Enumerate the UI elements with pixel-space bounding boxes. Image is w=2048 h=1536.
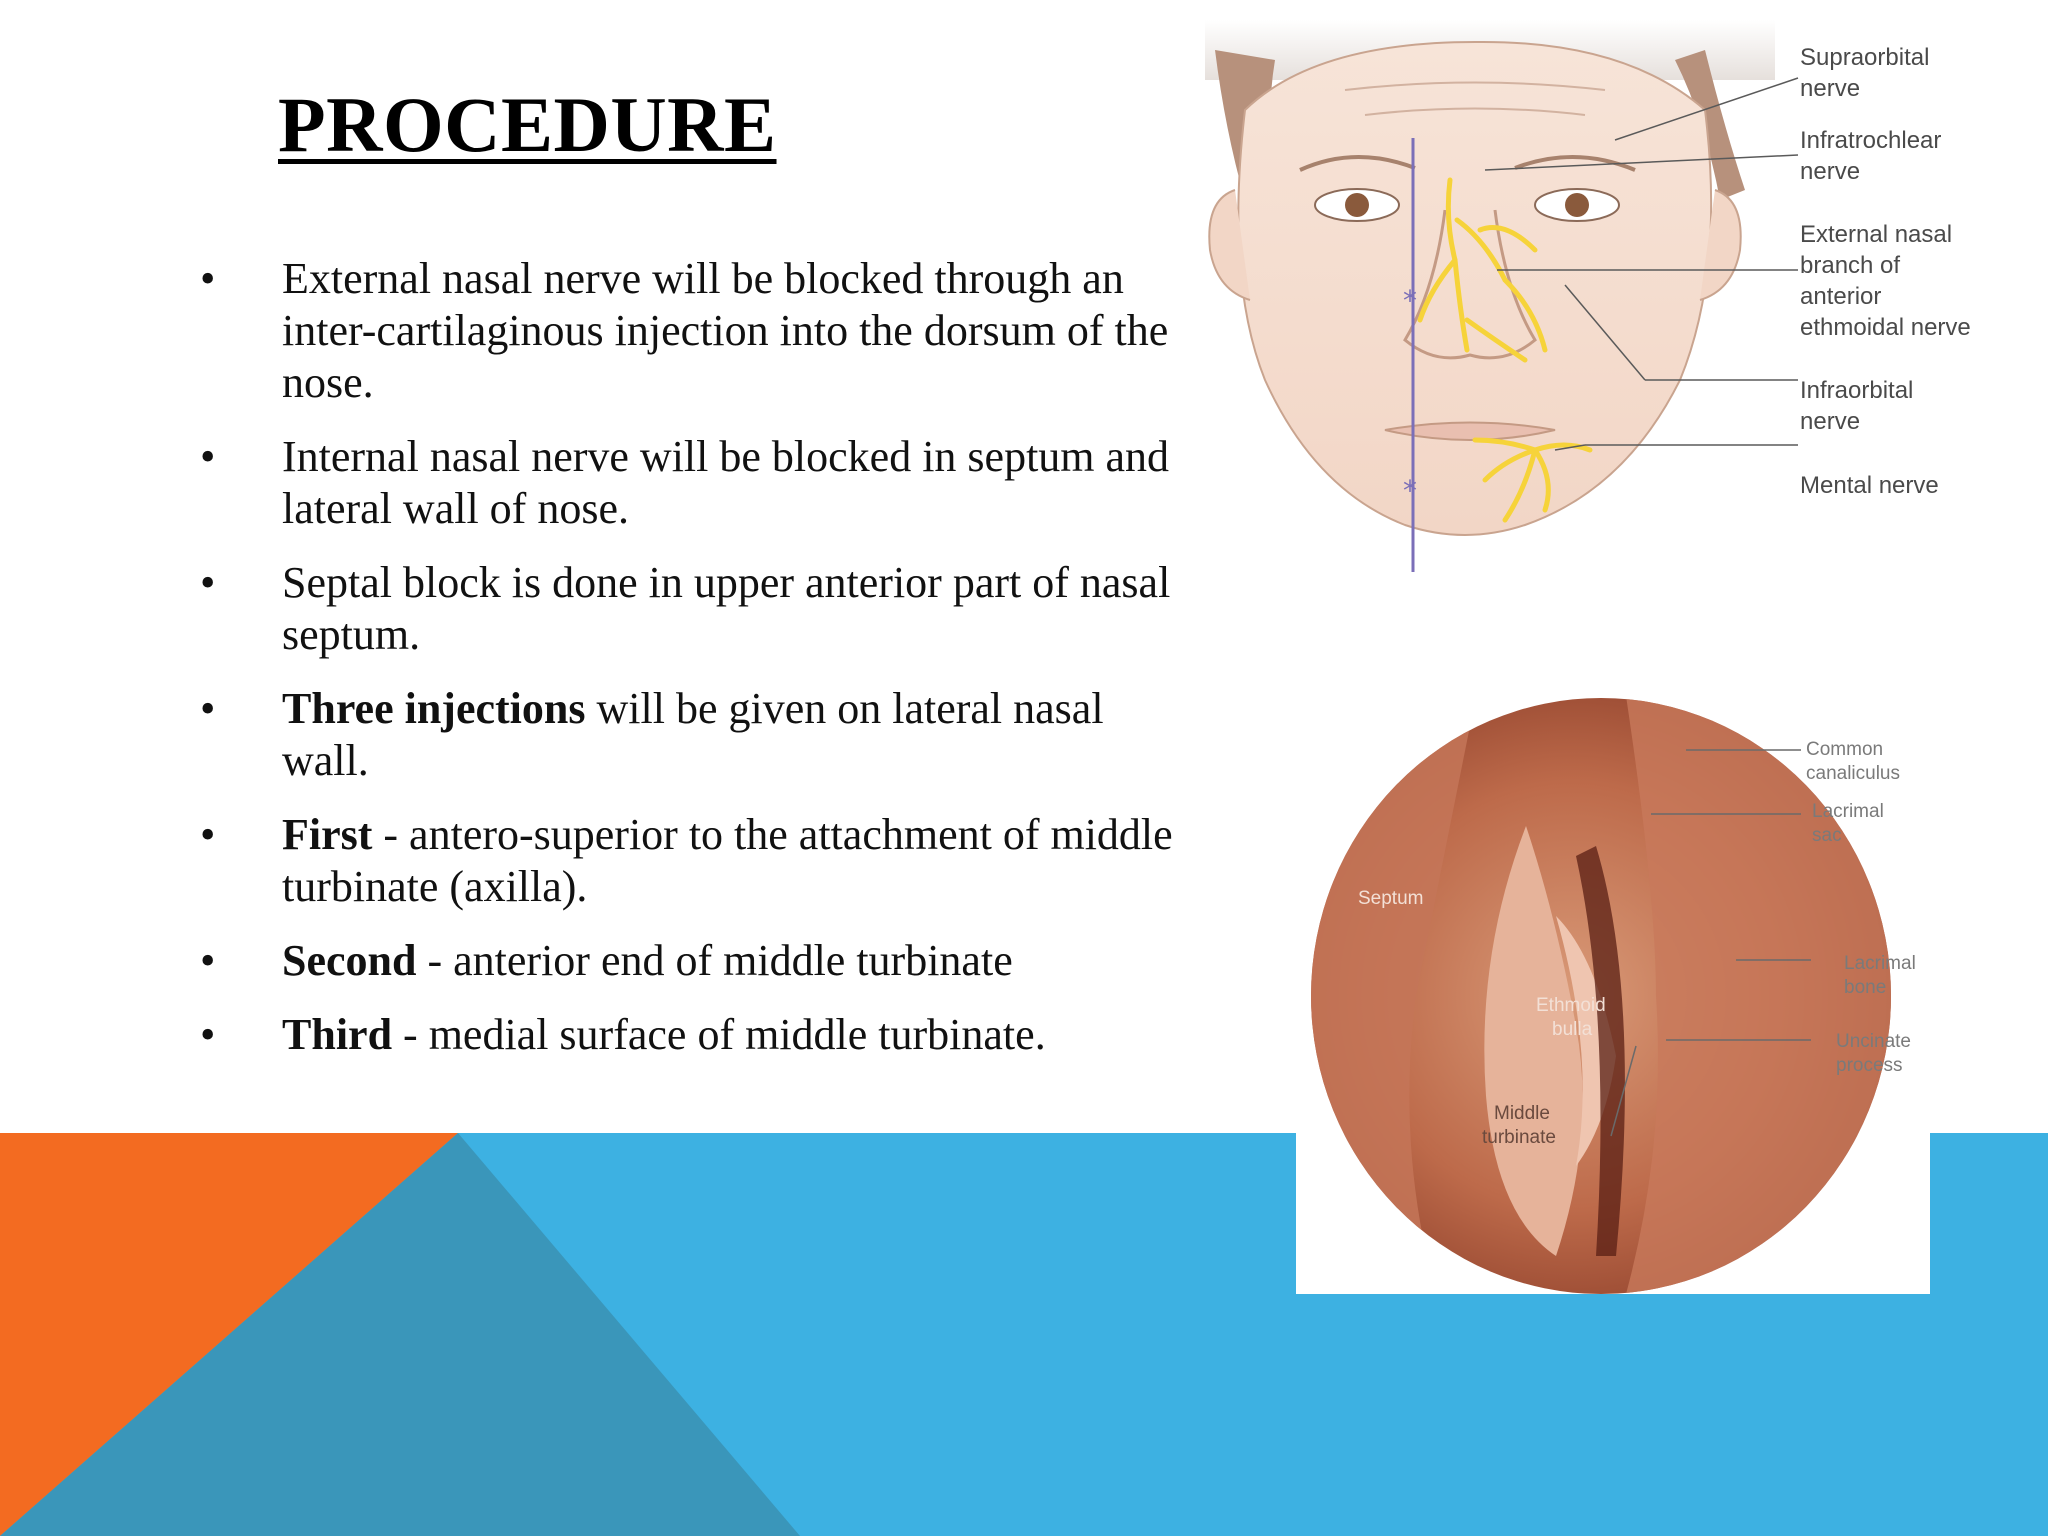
label-infraorbital-nerve bbox=[1800, 377, 1913, 435]
face-labels bbox=[1800, 44, 1971, 499]
bullet-bold: Three injections bbox=[282, 684, 586, 733]
label-line: Middle bbox=[1494, 1103, 1550, 1124]
label-line: Ethmoid bbox=[1536, 995, 1606, 1016]
bullet-marker: • bbox=[200, 432, 216, 481]
bullet-bold: Third bbox=[282, 1010, 393, 1059]
bullet-item bbox=[200, 1009, 1200, 1061]
slide-title: PROCEDURE bbox=[278, 81, 777, 168]
bullet-marker: • bbox=[200, 684, 216, 733]
bullet-text: - medial surface of middle turbinate. bbox=[392, 1010, 1046, 1059]
label-line: bulla bbox=[1552, 1019, 1593, 1040]
right-iris bbox=[1565, 193, 1589, 217]
bullet-text: will be given on lateral nasal wall. bbox=[282, 684, 1104, 785]
bullet-text: External nasal nerve will be blocked through an inter-cartilaginous injection into the dorsum of the nose. bbox=[282, 254, 1169, 407]
bullet-item bbox=[200, 935, 1200, 987]
label-line: Septum bbox=[1358, 888, 1424, 909]
label-line: External nasal bbox=[1800, 221, 1953, 248]
label-line: anterior bbox=[1800, 283, 1882, 310]
label-line: canaliculus bbox=[1806, 763, 1900, 784]
label-line: Lacrimal bbox=[1812, 801, 1884, 822]
label-line: Mental nerve bbox=[1800, 472, 1939, 499]
bullet-bold: Second bbox=[282, 936, 417, 985]
bullet-text: Septal block is done in upper anterior part of nasal septum. bbox=[282, 558, 1171, 659]
label-line: ethmoidal nerve bbox=[1800, 314, 1971, 341]
label-supraorbital-nerve bbox=[1800, 44, 1929, 102]
endoscopic-view-illustration bbox=[1296, 696, 1930, 1294]
label-external-nasal-branch bbox=[1800, 221, 1971, 341]
injection-marker: * bbox=[1403, 474, 1417, 507]
label-line: nerve bbox=[1800, 158, 1861, 185]
bullet-item bbox=[200, 431, 1200, 535]
bullet-marker: • bbox=[200, 1010, 216, 1059]
injection-marker: * bbox=[1403, 284, 1417, 317]
label-line: branch of bbox=[1800, 252, 1901, 279]
bullet-text: - antero-superior to the attachment of middle turbinate (axilla). bbox=[282, 810, 1173, 911]
face-nerve-illustration bbox=[1205, 20, 2005, 580]
bullet-item bbox=[200, 557, 1200, 661]
label-line: Uncinate bbox=[1836, 1031, 1911, 1052]
label-infratrochlear-nerve bbox=[1800, 127, 1941, 185]
bullet-item bbox=[200, 253, 1200, 409]
bullet-marker: • bbox=[200, 810, 216, 859]
label-line: Infraorbital bbox=[1800, 377, 1914, 404]
label-line: turbinate bbox=[1482, 1127, 1556, 1148]
label-line: Infratrochlear bbox=[1800, 127, 1942, 154]
label-line: Supraorbital bbox=[1800, 44, 1930, 71]
label-line: process bbox=[1836, 1055, 1903, 1076]
bullet-text: - anterior end of middle turbinate bbox=[416, 936, 1013, 985]
label-line: sac bbox=[1812, 825, 1842, 846]
bullet-bold: First bbox=[282, 810, 373, 859]
bullet-text: Internal nasal nerve will be blocked in septum and lateral wall of nose. bbox=[282, 432, 1170, 533]
bullet-item bbox=[200, 683, 1200, 787]
left-iris bbox=[1345, 193, 1369, 217]
label-line: Lacrimal bbox=[1844, 953, 1916, 974]
bullet-marker: • bbox=[200, 936, 216, 985]
label-mental-nerve bbox=[1800, 472, 1939, 499]
bullet-marker: • bbox=[200, 558, 216, 607]
label-line: Common bbox=[1806, 739, 1884, 760]
bullet-list bbox=[200, 253, 1200, 1083]
bullet-item bbox=[200, 809, 1200, 913]
bullet-marker: • bbox=[200, 254, 216, 303]
face-shape bbox=[1238, 42, 1711, 535]
label-septum bbox=[1358, 888, 1423, 909]
label-line: nerve bbox=[1800, 408, 1861, 435]
label-line: nerve bbox=[1800, 75, 1861, 102]
label-line: bone bbox=[1844, 977, 1887, 998]
